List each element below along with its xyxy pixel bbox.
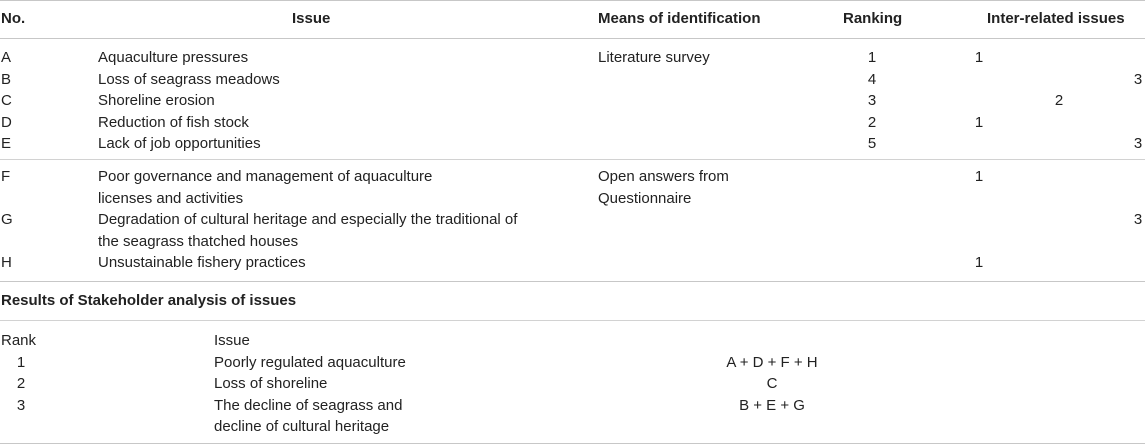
row-c-ranking: 3 (867, 92, 877, 109)
row-a-ir1: 1 (974, 49, 984, 66)
stakeholder-issue-1: Poorly regulated aquaculture (214, 353, 406, 371)
row-c-issue: Shoreline erosion (98, 92, 215, 109)
section-rule (0, 281, 1145, 282)
group-rule (0, 159, 1145, 160)
row-e-ir3: 3 (1133, 135, 1143, 152)
row-g-no: G (1, 211, 13, 228)
stakeholder-title: Results of Stakeholder analysis of issues (1, 292, 297, 309)
row-g-issue-line2: the seagrass thatched houses (98, 232, 299, 250)
row-a-issue: Aquaculture pressures (98, 49, 249, 66)
row-f-no: F (1, 168, 11, 185)
row-f-issue-line2: licenses and activities (98, 189, 244, 207)
row-g-ir3: 3 (1133, 211, 1143, 228)
row-b-no: B (1, 70, 12, 88)
stakeholder-issue-3-line2: decline of cultural heritage (214, 418, 390, 435)
row-a-ranking: 1 (867, 49, 877, 66)
row-b-ir3: 3 (1133, 70, 1143, 88)
row-h-ir1: 1 (974, 254, 984, 271)
row-h-issue: Unsustainable fishery practices (98, 254, 306, 271)
row-e-no: E (1, 135, 12, 152)
row-f-ir1: 1 (974, 168, 984, 185)
row-d-no: D (1, 113, 12, 131)
row-g-issue-line1: Degradation of cultural heritage and especially the traditional of (98, 211, 518, 228)
row-f-means-line1: Open answers from (598, 168, 729, 185)
stakeholder-combo-3: B + E + G (739, 396, 805, 414)
stakeholder-header-issue: Issue (214, 332, 250, 349)
row-d-ranking: 2 (867, 113, 877, 131)
row-c-ir2: 2 (1054, 92, 1064, 109)
header-no: No. (1, 10, 26, 27)
row-c-no: C (1, 92, 12, 109)
row-d-issue: Reduction of fish stock (98, 113, 249, 131)
row-a-means: Literature survey (598, 49, 710, 66)
row-e-issue: Lack of job opportunities (98, 135, 261, 152)
header-ranking: Ranking (843, 10, 903, 27)
row-h-no: H (1, 254, 12, 271)
stakeholder-combo-1: A + D + F + H (726, 353, 818, 371)
stakeholder-issue-2: Loss of shoreline (214, 375, 328, 392)
header-interrelated: Inter-related issues (987, 10, 1125, 27)
header-issue: Issue (292, 10, 331, 27)
stakeholder-rank-2: 2 (16, 375, 26, 392)
row-f-means-line2: Questionnaire (598, 189, 692, 207)
row-d-ir1: 1 (974, 113, 984, 131)
row-e-ranking: 5 (867, 135, 877, 152)
row-a-no: A (1, 49, 12, 66)
stakeholder-rank-3: 3 (16, 396, 26, 414)
header-rule (0, 38, 1145, 39)
top-rule (0, 0, 1145, 1)
stakeholder-combo-2: C (766, 375, 778, 392)
stakeholder-header-rank: Rank (1, 332, 37, 349)
row-b-ranking: 4 (867, 70, 877, 88)
stakeholder-rule (0, 320, 1145, 321)
bottom-rule (0, 443, 1145, 444)
row-b-issue: Loss of seagrass meadows (98, 70, 280, 88)
stakeholder-issue-3-line1: The decline of seagrass and (214, 396, 403, 414)
stakeholder-rank-1: 1 (16, 353, 26, 371)
header-means: Means of identification (598, 10, 761, 27)
row-f-issue-line1: Poor governance and management of aquaculture (98, 168, 433, 185)
